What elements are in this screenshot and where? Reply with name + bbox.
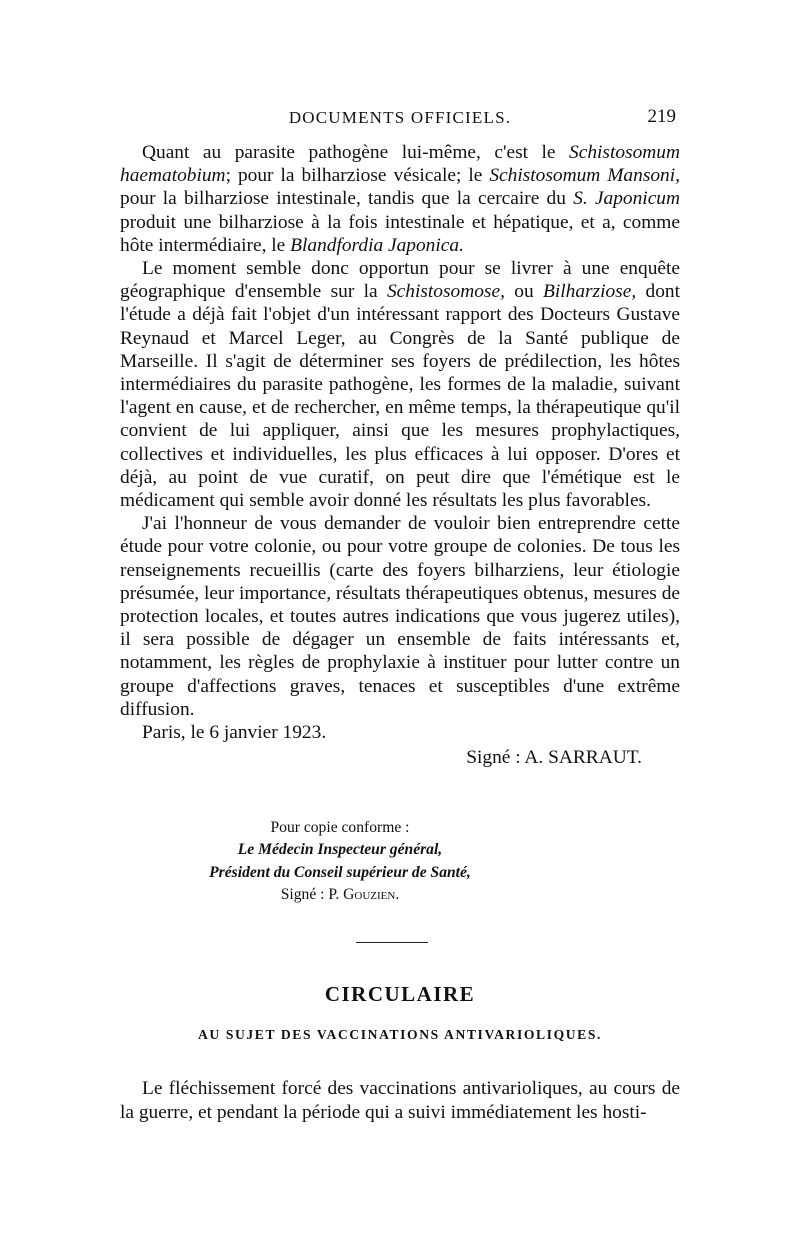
copy-signed-name: Gouzien. bbox=[343, 885, 400, 903]
paragraph-text: Le moment semble donc opportun pour se livrer à une enquête géographique d'ensemble sur la bbox=[120, 258, 680, 303]
letter-body bbox=[120, 141, 680, 769]
signature: Signé : A. SARRAUT. bbox=[466, 747, 642, 769]
official-role-line: Le Médecin Inspecteur général, bbox=[237, 841, 443, 859]
section-divider bbox=[356, 942, 428, 943]
paragraph-parasite bbox=[120, 141, 680, 257]
paragraph-text: pour la bilharziose intestinale, tandis que la cercaire du bbox=[120, 188, 574, 210]
disease-name: Schistosomose, bbox=[386, 281, 505, 303]
date-line: Paris, le 6 janvier 1923. bbox=[142, 722, 327, 744]
section-title: CIRCULAIRE bbox=[324, 982, 476, 1006]
species-name: Schistosomum haematobium bbox=[120, 142, 680, 187]
section-subtitle: AU SUJET DES VACCINATIONS ANTIVARIOLIQUES. bbox=[197, 1027, 602, 1042]
official-role-line: Président du Conseil supérieur de Santé, bbox=[209, 863, 471, 881]
paragraph-text: ou bbox=[504, 281, 543, 303]
circular-paragraph: Le fléchissement forcé des vaccinations antivarioliques, au cours de la guerre, et pendant la période qui a suivi immédiatement les hosti- bbox=[120, 1078, 680, 1123]
copy-label: Pour copie conforme : bbox=[270, 819, 410, 836]
page-number: 219 bbox=[647, 106, 676, 127]
running-title: DOCUMENTS OFFICIELS. bbox=[288, 108, 512, 127]
paragraph-text: produit une bilharziose à la fois intestinale et hépatique, et a, comme hôte intermédiaire, le bbox=[120, 211, 680, 256]
species-name: Schistosomum Mansoni, bbox=[489, 165, 680, 187]
paragraph-request: J'ai l'honneur de vous demander de vouloir bien entreprendre cette étude pour votre colonie, ou pour votre groupe de colonies. De tous les renseignements recueillis (carte des foyers bilharziens, leur étiologie présumée, leur importance, résultats thérapeutiques obtenus, mesures de protection locales, et toutes autres indications que vous jugerez utiles), il sera possible de dégager un ensemble de faits intéressants et, notamment, les règles de prophylaxie à instituer pour lutter contre un groupe d'affections graves, tenaces et susceptibles d'une extrême diffusion. bbox=[120, 513, 680, 720]
running-header bbox=[120, 106, 680, 136]
copy-signature bbox=[120, 884, 560, 906]
circular-body bbox=[120, 1077, 680, 1125]
paragraph-inquiry bbox=[120, 257, 680, 512]
species-name: Blandfordia Japonica. bbox=[290, 234, 464, 256]
certified-copy-block bbox=[120, 817, 560, 906]
paragraph-text: ; pour la bilharziose vésicale; le bbox=[225, 165, 490, 187]
disease-name: Bilharziose, bbox=[543, 281, 637, 303]
species-name: S. Japonicum bbox=[573, 188, 680, 210]
paragraph-text: dont l'étude a déjà fait l'objet d'un intéressant rapport des Docteurs Gustave Reynaud et Marcel Leger, au Congrès de la Santé publique de Marseille. Il s'agit de déterminer ses foyers de prédilection, les hôtes intermédiaires du parasite pathogène, les formes de la maladie, suivant l'agent en cause, et de rechercher, en même temps, la thérapeutique qu'il convient de lui appliquer, ainsi que les mesures prophylactiques, collectives et individuelles, les plus efficaces à lui opposer. D'ores et déjà, au point de vue curatif, on peut dire que l'émétique est le médicament qui semble avoir donné les résultats les plus favorables. bbox=[120, 281, 680, 512]
paragraph-text: Quant au parasite pathogène lui-même, c'est le bbox=[142, 142, 570, 163]
copy-signed-prefix: Signé : P. bbox=[280, 885, 344, 903]
